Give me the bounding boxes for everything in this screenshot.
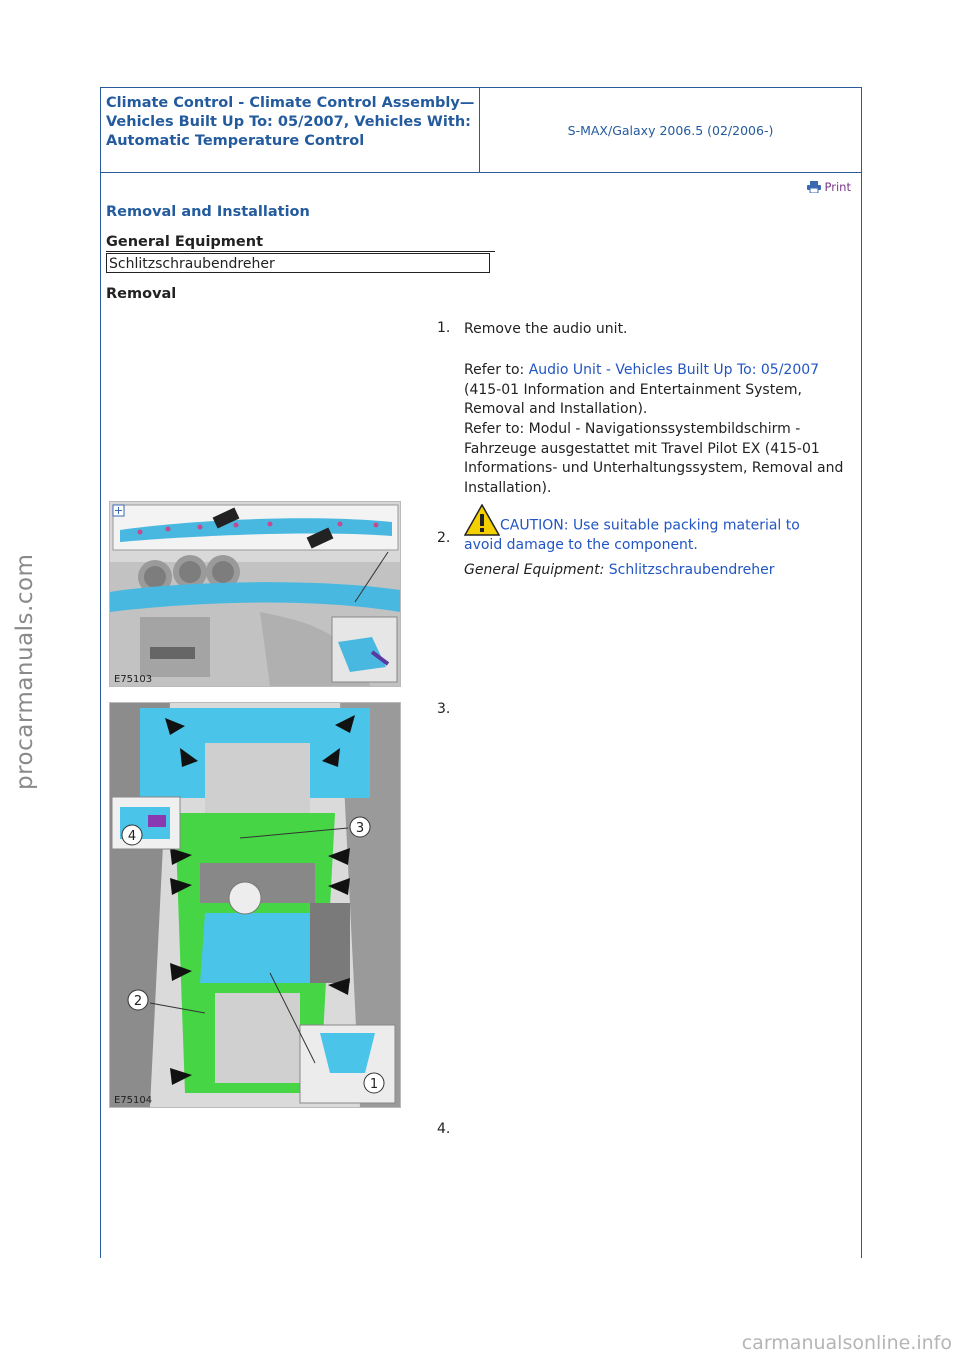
document-frame <box>100 87 862 1258</box>
step-3-number: 3. <box>437 701 451 717</box>
equipment-label: General Equipment: <box>464 562 605 578</box>
equipment-table-cell: Schlitzschraubendreher <box>106 253 490 273</box>
caution-text: CAUTION: Use suitable packing material to avoid damage to the component. <box>464 517 800 553</box>
callout-1: 1 <box>369 1077 379 1092</box>
print-label: Print <box>824 180 851 194</box>
step-1-text: Remove the audio unit. <box>464 321 628 337</box>
step-1-reference-1 <box>464 361 854 420</box>
callout-2: 2 <box>133 994 143 1009</box>
equipment-link[interactable]: Schlitzschraubendreher <box>608 562 775 578</box>
side-watermark: procarmanuals.com <box>12 553 38 790</box>
audio-unit-link[interactable]: Audio Unit - Vehicles Built Up To: 05/2007 <box>528 362 820 378</box>
removal-heading: Removal <box>106 286 177 302</box>
figure-e75104 <box>109 702 401 1108</box>
dashboard-illustration <box>110 502 400 686</box>
vehicle-model: S-MAX/Galaxy 2006.5 (02/2006-) <box>567 122 774 138</box>
callout-4: 4 <box>127 829 137 844</box>
center-console-illustration <box>110 703 400 1107</box>
step-1-number: 1. <box>437 320 451 336</box>
general-equipment-heading: General Equipment <box>106 234 495 252</box>
figure-e75103 <box>109 501 401 687</box>
page-title: Climate Control - Climate Control Assembly—Vehicles Built Up To: 05/2007, Vehicles With: Automatic Temperature Control <box>106 95 475 149</box>
section-title: Removal and Installation <box>106 204 310 220</box>
step-2-number: 2. <box>437 530 451 546</box>
step-1-reference-2: Refer to: Modul - Navigationssystembildschirm - Fahrzeuge ausgestattet mit Travel Pilot EX (415-01 Informations- und Unterhaltungssystem, Removal and Installation). <box>464 421 844 496</box>
step-2-equipment <box>464 561 854 581</box>
figure-code: E75104 <box>114 1095 153 1106</box>
bottom-watermark: carmanualsonline.info <box>741 1332 952 1354</box>
reference-prefix: Refer to: <box>464 362 529 378</box>
printer-icon <box>807 181 821 193</box>
reference-suffix: (415-01 Information and Entertainment System, Removal and Installation). <box>464 381 802 417</box>
header <box>101 88 861 173</box>
print-button[interactable] <box>807 180 851 194</box>
callout-3: 3 <box>355 821 365 836</box>
step-4-number: 4. <box>437 1121 451 1137</box>
step-2-caution <box>464 504 834 556</box>
figure-code: E75103 <box>114 674 153 685</box>
warning-icon <box>464 504 500 536</box>
header-title-cell <box>101 88 480 172</box>
